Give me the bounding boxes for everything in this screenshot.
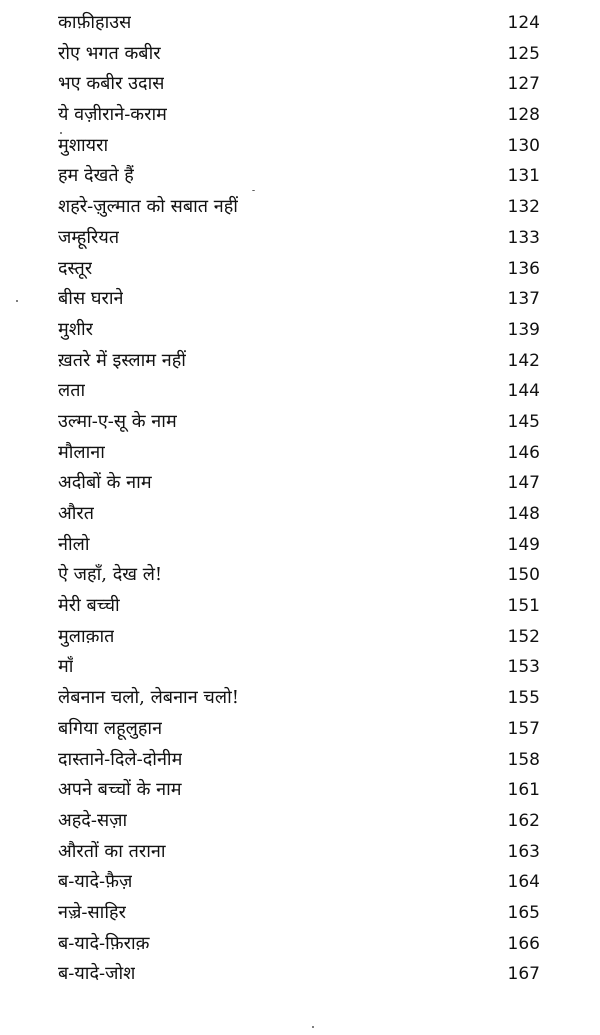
toc-row: [58, 560, 540, 591]
toc-row: [58, 837, 540, 868]
toc-page-number: 150: [507, 565, 540, 586]
toc-title: ब-यादे-फ़िराक़: [58, 932, 150, 954]
toc-row: [58, 622, 540, 653]
toc-row: [58, 131, 540, 162]
toc-title: शहरे-ज़ुल्मात को सबात नहीं: [58, 196, 238, 218]
toc-title: अदीबों के नाम: [58, 472, 152, 494]
toc-title: नज़्रे-साहिर: [58, 901, 126, 923]
toc-row: [58, 315, 540, 346]
toc-page-number: 131: [507, 166, 540, 187]
toc-row: [58, 376, 540, 407]
toc-page-number: 163: [507, 841, 540, 862]
toc-title: मुशायरा: [58, 134, 109, 156]
toc-row: [58, 959, 540, 990]
toc-title: ख़तरे में इस्लाम नहीं: [58, 349, 186, 371]
toc-page-number: 165: [507, 902, 540, 923]
toc-page-number: 144: [507, 381, 540, 402]
toc-title: ये वज़ीराने-कराम: [58, 104, 167, 126]
scan-speck: [60, 132, 62, 134]
toc-page-number: 136: [507, 258, 540, 279]
toc-title: भए कबीर उदास: [58, 73, 165, 95]
toc-title: ब-यादे-जोश: [58, 963, 136, 985]
toc-title: लेबनान चलो, लेबनान चलो!: [58, 687, 239, 709]
toc-row: [58, 192, 540, 223]
toc-page-number: 128: [507, 105, 540, 126]
toc-title: उल्मा-ए-सू के नाम: [58, 410, 177, 432]
toc-row: [58, 284, 540, 315]
toc-row: [58, 223, 540, 254]
toc-title: जम्हूरियत: [58, 226, 120, 248]
toc-page-number: 167: [507, 964, 540, 985]
toc-row: [58, 530, 540, 561]
toc-row: [58, 499, 540, 530]
toc-page-number: 124: [507, 13, 540, 33]
toc-title: ब-यादे-फ़ैज़: [58, 871, 133, 893]
toc-page-number: 157: [507, 718, 540, 739]
toc-row: [58, 438, 540, 469]
toc-row: [58, 346, 540, 377]
toc-page-number: 152: [507, 626, 540, 647]
toc-row: [58, 898, 540, 929]
toc-title: मुलाक़ात: [58, 625, 115, 647]
toc-page-number: 145: [507, 411, 540, 432]
toc-page-number: 155: [507, 688, 540, 709]
toc-title: माँ: [58, 656, 74, 678]
toc-title: काफ़ीहाउस: [58, 12, 132, 33]
toc-row: [58, 39, 540, 70]
toc-row: [58, 714, 540, 745]
toc-row: [58, 652, 540, 683]
toc-page-number: 162: [507, 810, 540, 831]
toc-row: [58, 591, 540, 622]
toc-title: बगिया लहूलुहान: [58, 717, 163, 739]
toc-page-number: 166: [507, 933, 540, 954]
toc-page-number: 151: [507, 596, 540, 617]
toc-title: औरतों का तराना: [58, 840, 166, 862]
toc-page-number: 127: [507, 74, 540, 95]
toc-row: [58, 867, 540, 898]
toc-title: अहदे-सज़ा: [58, 809, 128, 831]
toc-page-number: 147: [507, 473, 540, 494]
toc-page-number: 149: [507, 534, 540, 555]
toc-page-number: 142: [507, 350, 540, 371]
table-of-contents: [58, 8, 540, 990]
toc-row: [58, 775, 540, 806]
toc-title: लता: [58, 380, 86, 402]
toc-row: [58, 100, 540, 131]
toc-title: मौलाना: [58, 441, 105, 463]
toc-row: [58, 69, 540, 100]
scan-speck: [16, 300, 18, 302]
toc-title: दस्तूर: [58, 257, 93, 279]
toc-title: अपने बच्चों के नाम: [58, 779, 182, 801]
toc-title: नीलो: [58, 533, 90, 555]
toc-title: दास्ताने-दिले-दोनीम: [58, 748, 183, 770]
toc-row: [58, 8, 540, 39]
toc-page-number: 139: [507, 319, 540, 340]
toc-page-number: 125: [507, 43, 540, 64]
toc-row: [58, 929, 540, 960]
toc-page-number: 161: [507, 780, 540, 801]
toc-page-number: 148: [507, 504, 540, 524]
toc-title: मुशीर: [58, 318, 94, 340]
toc-row: [58, 745, 540, 776]
toc-title: मेरी बच्ची: [58, 595, 120, 617]
toc-row: [58, 683, 540, 714]
toc-page-number: 137: [507, 289, 540, 310]
toc-row: [58, 254, 540, 285]
toc-row: [58, 468, 540, 499]
toc-page-number: 153: [507, 657, 540, 678]
toc-page-number: 146: [507, 442, 540, 463]
toc-page-number: 133: [507, 227, 540, 248]
toc-title: ऐ जहाँ, देख ले!: [58, 564, 163, 586]
toc-page-number: 132: [507, 197, 540, 218]
scan-speck: [312, 1026, 314, 1028]
toc-row: [58, 407, 540, 438]
toc-title: रोए भगत कबीर: [58, 42, 161, 64]
toc-page-number: 158: [507, 749, 540, 770]
toc-row: [58, 161, 540, 192]
scan-speck: [252, 190, 255, 191]
toc-title: औरत: [58, 503, 95, 524]
toc-page-number: 164: [507, 872, 540, 893]
toc-title: हम देखते हैं: [58, 165, 134, 187]
toc-page-number: 130: [507, 135, 540, 156]
toc-row: [58, 806, 540, 837]
toc-title: बीस घराने: [58, 288, 124, 310]
